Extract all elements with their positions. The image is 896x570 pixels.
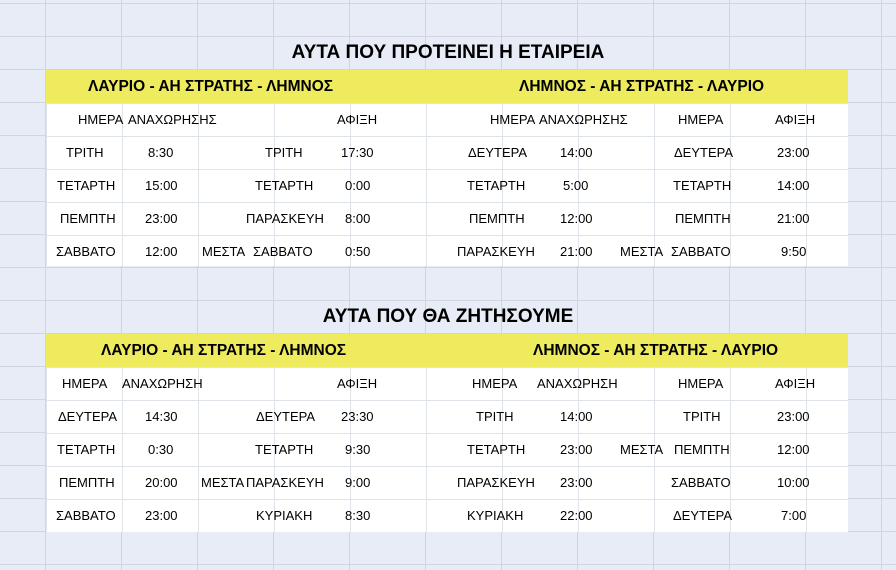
route-label-lavrio-limnos: ΛΑΥΡΙΟ - ΑΗ ΣΤΡΑΤΗΣ - ΛΗΜΝΟΣ <box>88 78 334 95</box>
cell-arrival-time: 23:00 <box>777 409 810 424</box>
cell-arrival-time: 7:00 <box>781 508 807 523</box>
cell-arrival-day: ΠΕΜΠΤΗ <box>675 211 731 226</box>
section-title-requested: ΑΥΤΑ ΠΟΥ ΘΑ ΖΗΤΗΣΟΥΜΕ <box>322 306 574 327</box>
cell-departure-time: 21:00 <box>560 244 593 259</box>
cell-departure-time: 15:00 <box>145 178 178 193</box>
header-departure: ΑΝΑΧΩΡΗΣΗΣ <box>539 112 628 127</box>
header-departure: ΑΝΑΧΩΡΗΣΗ <box>537 376 618 391</box>
header-departure: ΑΝΑΧΩΡΗΣΗ <box>122 376 203 391</box>
header-day: ΗΜΕΡΑ <box>678 112 724 127</box>
cell-day: ΠΕΜΠΤΗ <box>59 475 115 490</box>
cell-arrival-time: 10:00 <box>777 475 810 490</box>
header-arrival: ΑΦΙΞΗ <box>337 376 378 391</box>
cell-arrival-day: ΤΕΤΑΡΤΗ <box>255 178 314 193</box>
header-day: ΗΜΕΡΑ <box>678 376 724 391</box>
cell-day: ΣΑΒΒΑΤΟ <box>56 244 116 259</box>
cell-day: ΤΡΙΤΗ <box>66 145 104 160</box>
cell-departure-time: 14:30 <box>145 409 178 424</box>
cell-departure-time: 23:00 <box>560 475 593 490</box>
cell-arrival-day: ΣΑΒΒΑΤΟ <box>253 244 313 259</box>
route-label-limnos-lavrio: ΛΗΜΝΟΣ - ΑΗ ΣΤΡΑΤΗΣ - ΛΑΥΡΙΟ <box>519 78 765 95</box>
header-day: ΗΜΕΡΑ <box>62 376 108 391</box>
cell-arrival-time: 23:30 <box>341 409 374 424</box>
cell-via: ΜΕΣΤΑ <box>620 442 664 457</box>
cell-arrival-day: ΤΡΙΤΗ <box>683 409 721 424</box>
cell-arrival-time: 9:00 <box>345 475 371 490</box>
cell-day: ΤΕΤΑΡΤΗ <box>467 442 526 457</box>
cell-departure-time: 0:30 <box>148 442 174 457</box>
cell-day: ΤΕΤΑΡΤΗ <box>467 178 526 193</box>
cell-via: ΜΕΣΤΑ <box>201 475 245 490</box>
cell-arrival-day: ΣΑΒΒΑΤΟ <box>671 244 731 259</box>
cell-arrival-time: 21:00 <box>777 211 810 226</box>
header-arrival: ΑΦΙΞΗ <box>775 112 816 127</box>
cell-arrival-day: ΔΕΥΤΕΡΑ <box>673 508 733 523</box>
cell-departure-time: 8:30 <box>148 145 174 160</box>
cell-arrival-day: ΠΑΡΑΣΚΕΥΗ <box>246 211 324 226</box>
route-label-lavrio-limnos: ΛΑΥΡΙΟ - ΑΗ ΣΤΡΑΤΗΣ - ΛΗΜΝΟΣ <box>101 342 347 359</box>
cell-arrival-time: 0:50 <box>345 244 371 259</box>
header-day: ΗΜΕΡΑ <box>472 376 518 391</box>
cell-day: ΤΕΤΑΡΤΗ <box>57 178 116 193</box>
cell-arrival-day: ΤΕΤΑΡΤΗ <box>673 178 732 193</box>
cell-arrival-time: 8:00 <box>345 211 371 226</box>
cell-arrival-time: 0:00 <box>345 178 371 193</box>
cell-departure-time: 14:00 <box>560 145 593 160</box>
cell-day: ΠΕΜΠΤΗ <box>60 211 116 226</box>
cell-day: ΤΕΤΑΡΤΗ <box>57 442 116 457</box>
route-label-limnos-lavrio: ΛΗΜΝΟΣ - ΑΗ ΣΤΡΑΤΗΣ - ΛΑΥΡΙΟ <box>533 342 779 359</box>
cell-departure-time: 22:00 <box>560 508 593 523</box>
cell-departure-time: 20:00 <box>145 475 178 490</box>
cell-arrival-day: ΠΕΜΠΤΗ <box>674 442 730 457</box>
cell-arrival-day: ΤΕΤΑΡΤΗ <box>255 442 314 457</box>
header-day: ΗΜΕΡΑ <box>78 112 124 127</box>
cell-day: ΚΥΡΙΑΚΗ <box>467 508 524 523</box>
cell-departure-time: 23:00 <box>145 508 178 523</box>
cell-arrival-time: 12:00 <box>777 442 810 457</box>
header-arrival: ΑΦΙΞΗ <box>337 112 378 127</box>
cell-departure-time: 23:00 <box>145 211 178 226</box>
cell-arrival-time: 17:30 <box>341 145 374 160</box>
cell-via: ΜΕΣΤΑ <box>620 244 664 259</box>
cell-arrival-day: ΠΑΡΑΣΚΕΥΗ <box>246 475 324 490</box>
cell-arrival-day: ΔΕΥΤΕΡΑ <box>674 145 734 160</box>
cell-arrival-time: 23:00 <box>777 145 810 160</box>
cell-departure-time: 12:00 <box>560 211 593 226</box>
cell-day: ΠΑΡΑΣΚΕΥΗ <box>457 244 535 259</box>
cell-day: ΔΕΥΤΕΡΑ <box>58 409 118 424</box>
cell-arrival-time: 14:00 <box>777 178 810 193</box>
cell-arrival-time: 8:30 <box>345 508 371 523</box>
cell-arrival-time: 9:50 <box>781 244 807 259</box>
cell-departure-time: 23:00 <box>560 442 593 457</box>
header-departure: ΑΝΑΧΩΡΗΣΗΣ <box>128 112 217 127</box>
cell-arrival-day: ΚΥΡΙΑΚΗ <box>256 508 313 523</box>
header-arrival: ΑΦΙΞΗ <box>775 376 816 391</box>
cell-arrival-day: ΔΕΥΤΕΡΑ <box>256 409 316 424</box>
cell-departure-time: 14:00 <box>560 409 593 424</box>
header-day: ΗΜΕΡΑ <box>490 112 536 127</box>
cell-day: ΤΡΙΤΗ <box>476 409 514 424</box>
cell-arrival-day: ΣΑΒΒΑΤΟ <box>671 475 731 490</box>
cell-arrival-day: ΤΡΙΤΗ <box>265 145 303 160</box>
cell-day: ΔΕΥΤΕΡΑ <box>468 145 528 160</box>
cell-arrival-time: 9:30 <box>345 442 371 457</box>
cell-departure-time: 5:00 <box>563 178 589 193</box>
cell-day: ΣΑΒΒΑΤΟ <box>56 508 116 523</box>
cell-day: ΠΑΡΑΣΚΕΥΗ <box>457 475 535 490</box>
cell-day: ΠΕΜΠΤΗ <box>469 211 525 226</box>
cell-via: ΜΕΣΤΑ <box>202 244 246 259</box>
section-title-proposed: ΑΥΤΑ ΠΟΥ ΠΡΟΤΕΙΝΕΙ Η ΕΤΑΙΡΕΙΑ <box>291 42 605 63</box>
cell-departure-time: 12:00 <box>145 244 178 259</box>
